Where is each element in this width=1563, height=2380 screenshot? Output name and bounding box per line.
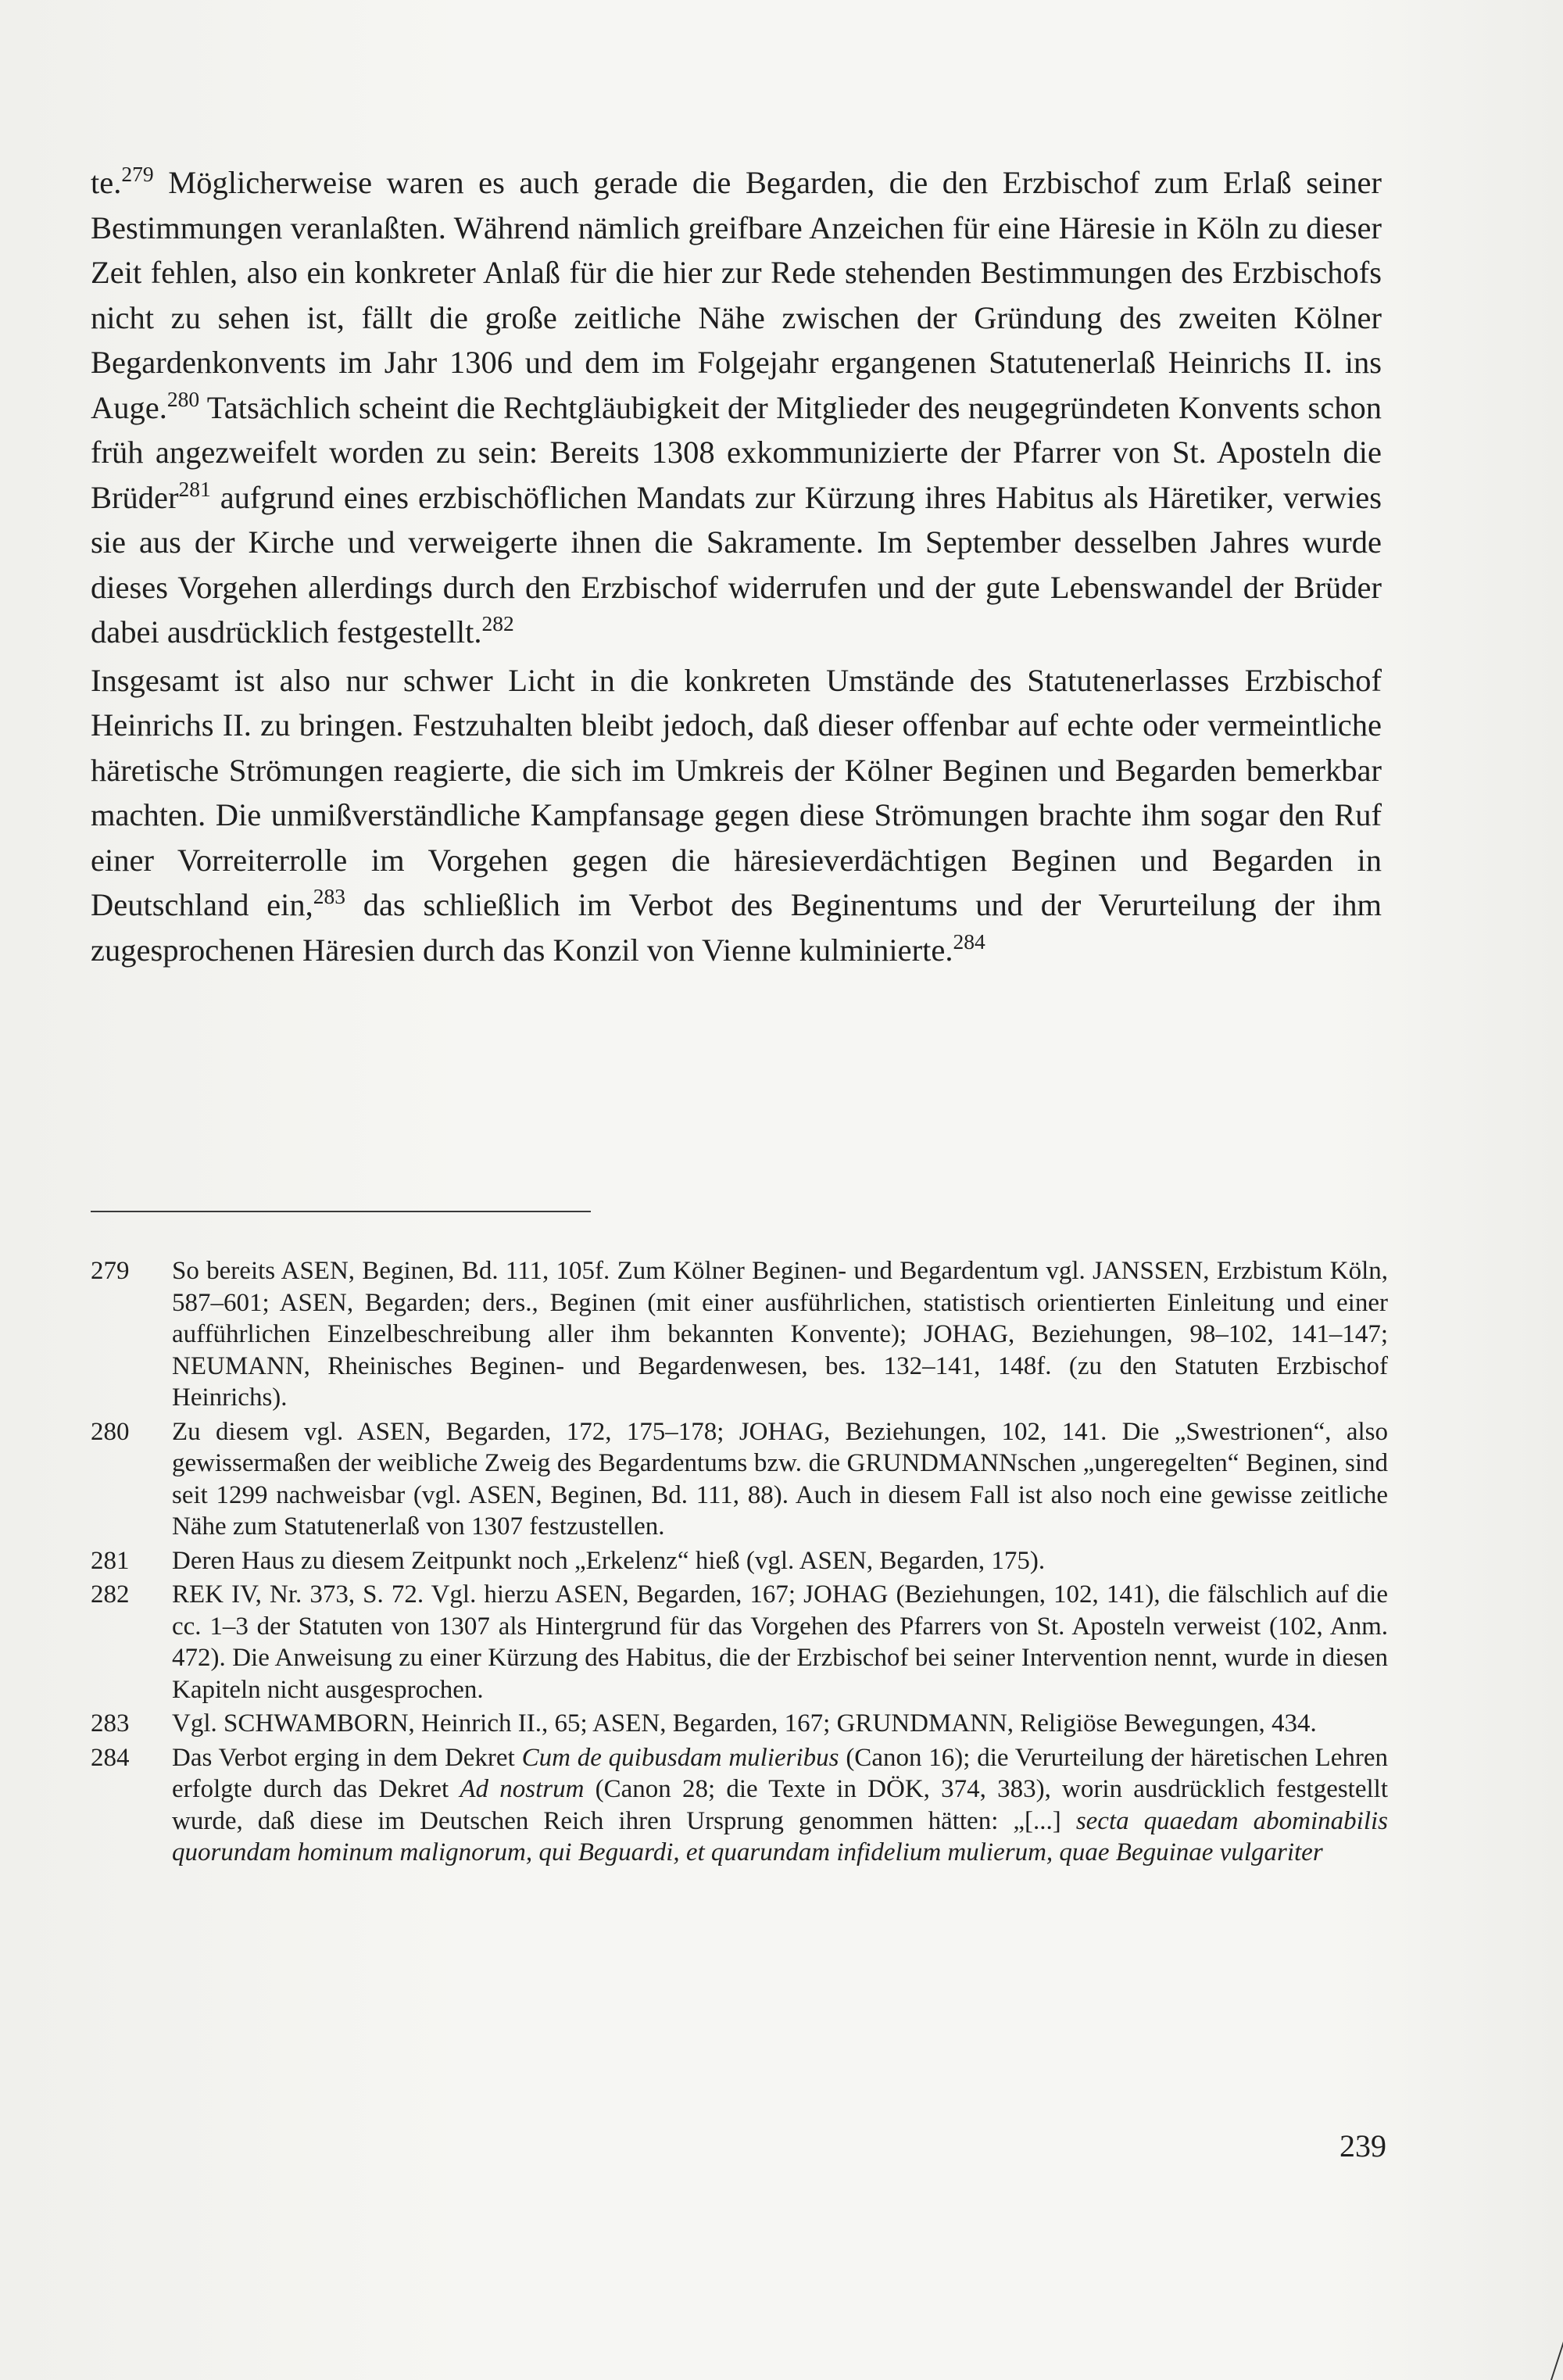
footnote-284 bbox=[91, 1742, 1388, 1869]
text-run: Tatsächlich scheint die Rechtgläubigkeit der Mitglieder des neugegründeten Konvents schon früh angezweifelt worden zu sein: Bereits 1308 exkommunizierte der Pfarrer von St. Aposteln die Brüder bbox=[91, 389, 1382, 515]
footnote-ref-280[interactable]: 280 bbox=[166, 386, 200, 411]
footnote-number: 280 bbox=[91, 1417, 130, 1446]
text-run: (Canon 28; die Texte in DÖK, 374, 383), worin ausdrücklich festgestellt wurde, daß diese im Deutschen Reich ihren Ursprung genommen hätten: „[...] bbox=[172, 1775, 1389, 1835]
footnote-text: Zu diesem vgl. ASEN, Begarden, 172, 175–178; JOHAG, Beziehungen, 102, 141. Die „Swestrionen“, also gewissermaßen der weibliche Zweig des Begardentums bzw. die GRUNDMANNschen „ungeregelten“ Beginen, sind seit 1299 nachweisbar (vgl. ASEN, Beginen, Bd. 111, 88). Auch in diesem Fall ist also noch eine gewisse zeitliche Nähe zum Statutenerlaß von 1307 festzustellen. bbox=[172, 1417, 1388, 1541]
page-number: 239 bbox=[1339, 2128, 1386, 2163]
footnote-number: 279 bbox=[91, 1257, 130, 1285]
footnotes bbox=[91, 1255, 1388, 1871]
footnote-280 bbox=[91, 1416, 1388, 1543]
footnote-ref-279[interactable]: 279 bbox=[121, 161, 154, 186]
footnote-ref-283[interactable]: 283 bbox=[313, 883, 346, 908]
footnote-text bbox=[172, 1742, 1388, 1869]
footnote-number: 284 bbox=[91, 1743, 130, 1772]
text-run: Das Verbot erging in dem Dekret bbox=[172, 1743, 522, 1772]
footnote-281 bbox=[91, 1545, 1388, 1577]
footnote-283 bbox=[91, 1708, 1388, 1740]
footnote-ref-284[interactable]: 284 bbox=[953, 929, 985, 954]
footnote-ref-281[interactable]: 281 bbox=[178, 476, 211, 501]
footnote-ref-282[interactable]: 282 bbox=[481, 610, 514, 635]
footnote-number: 281 bbox=[91, 1546, 130, 1575]
page-corner-mark bbox=[1550, 2333, 1563, 2380]
footnote-279 bbox=[91, 1255, 1388, 1414]
footnote-text: REK IV, Nr. 373, S. 72. Vgl. hierzu ASEN, Begarden, 167; JOHAG (Beziehungen, 102, 141), die fälschlich auf die cc. 1–3 der Statuten von 1307 als Hintergrund für das Vorgehen des Pfarrers von St. Aposteln verweist (102, Anm. 472). Die Anweisung zu einer Kürzung des Habitus, die der Erzbischof bei seiner Intervention nennt, wurde in diesen Kapiteln nicht ausgesprochen. bbox=[172, 1580, 1388, 1704]
text-run: (Canon 16); die Verurteilung der häretischen Lehren erfolgte durch das Dekret bbox=[172, 1743, 1388, 1803]
footnote-number: 283 bbox=[91, 1709, 130, 1738]
decree-title: Ad nostrum bbox=[460, 1775, 585, 1803]
text-run: aufgrund eines erzbischöflichen Mandats zur Kürzung ihres Habitus als Häretiker, verwies sie aus der Kirche und verweigerte ihnen die Sakramente. Im September desselben Jahres wurde dieses Vorgehen allerdings durch den Erzbischof widerrufen und der gute Lebenswandel der Brüder dabei ausdrücklich festgestellt. bbox=[91, 479, 1382, 650]
paragraph-2 bbox=[91, 658, 1382, 973]
text-run: te. bbox=[91, 165, 122, 200]
footnote-text: So bereits ASEN, Beginen, Bd. 111, 105f. Zum Kölner Beginen- und Begardentum vgl. JANSSEN, Erzbistum Köln, 587–601; ASEN, Begarden; ders., Beginen (mit einer ausführlichen, statistisch orientierten Einleitung und einer aufführlichen Einzelbeschreibung aller ihm bekannten Konvente); JOHAG, Beziehungen, 98–102, 141–147; NEUMANN, Rheinisches Beginen- und Begardenwesen, bes. 132–141, 148f. (zu den Statuten Erzbischof Heinrichs). bbox=[172, 1257, 1388, 1412]
text-run: Möglicherweise waren es auch gerade die Begarden, die den Erzbischof zum Erlaß seiner Bestimmungen veranlaßten. Während nämlich greifbare Anzeichen für eine Häresie in Köln zu dieser Zeit fehlen, also ein konkreter Anlaß für die hier zur Rede stehenden Bestimmungen des Erzbischofs nicht zu sehen ist, fällt die große zeitliche Nähe zwischen der Gründung des zweiten Kölner Begardenkonvents im Jahr 1306 und dem im Folgejahr ergangenen Statutenerlaß Heinrichs II. ins Auge. bbox=[91, 165, 1382, 425]
text-run: das schließlich im Verbot des Beginentums und der Verurteilung der ihm zugesprochenen Häresien durch das Konzil von Vienne kulminierte. bbox=[91, 887, 1382, 968]
footnote-divider bbox=[91, 1211, 591, 1212]
footnote-text: Vgl. SCHWAMBORN, Heinrich II., 65; ASEN, Begarden, 167; GRUNDMANN, Religiöse Bewegungen, 434. bbox=[172, 1709, 1317, 1738]
footnote-number: 282 bbox=[91, 1580, 130, 1609]
paragraph-1 bbox=[91, 160, 1382, 655]
text-run: Insgesamt ist also nur schwer Licht in die konkreten Umstände des Statutenerlasses Erzbischof Heinrichs II. zu bringen. Festzuhalten bleibt jedoch, daß dieser offenbar auf echte oder vermeintliche häretische Strömungen reagierte, die sich im Umkreis der Kölner Beginen und Begarden bemerkbar machten. Die unmißverständliche Kampfansage gegen diese Strömungen brachte ihm sogar den Ruf einer Vorreiterrolle im Vorgehen gegen die häresieverdächtigen Beginen und Begarden in Deutschland ein, bbox=[91, 662, 1382, 922]
main-text bbox=[91, 160, 1382, 972]
decree-title: Cum de quibusdam mulieribus bbox=[521, 1743, 839, 1772]
latin-quote: secta quaedam abominabilis quorundam hominum malignorum, qui Beguardi, et quarundam infidelium mulierum, quae Beguinae vulgariter bbox=[172, 1806, 1388, 1866]
footnote-282 bbox=[91, 1579, 1388, 1705]
footnote-text: Deren Haus zu diesem Zeitpunkt noch „Erkelenz“ hieß (vgl. ASEN, Begarden, 175). bbox=[172, 1546, 1046, 1575]
